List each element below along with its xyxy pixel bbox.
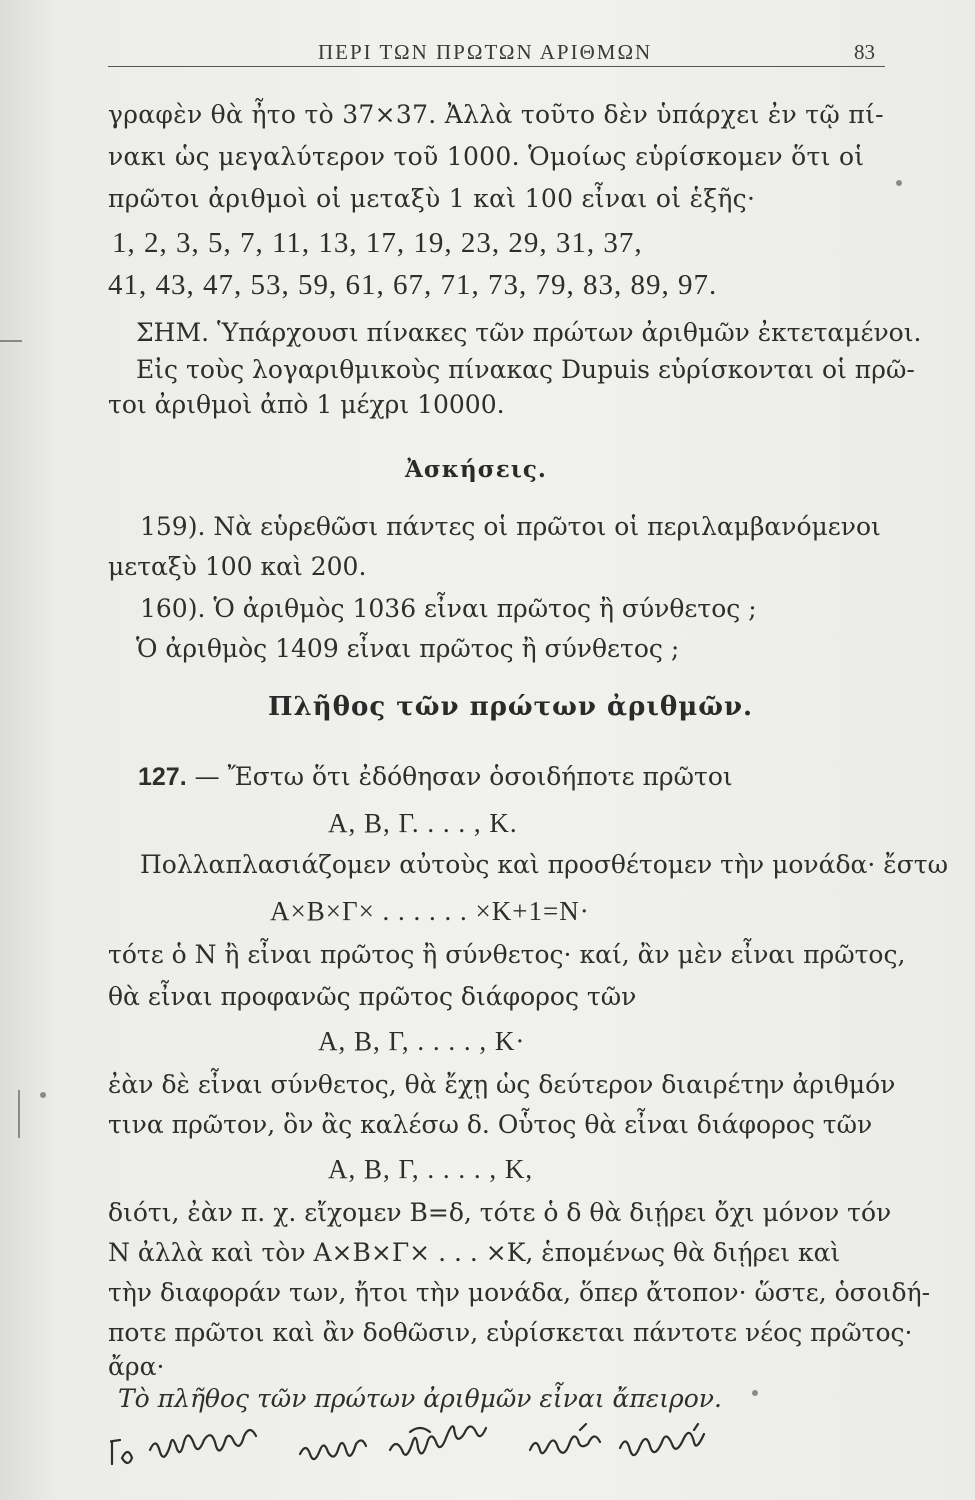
paragraph-127-line-11: ἄρα· — [108, 1352, 165, 1381]
paragraph-127-line-7: διότι, ἐὰν π. χ. εἴχομεν Β=δ, τότε ὁ δ θὰ διῄρει ὄχι μόνον τόν — [108, 1198, 892, 1227]
ink-speck — [896, 180, 902, 186]
exercises-heading: Ἀσκήσεις. — [405, 456, 547, 483]
paragraph-127-line-1 — [138, 762, 733, 792]
paragraph-number: 127. — [138, 763, 187, 791]
ink-speck — [752, 1390, 758, 1396]
paragraph-127-line-9: τὴν διαφοράν των, ἤτοι τὴν μονάδα, ὅπερ ἄτοπον· ὥστε, ὁσοιδή- — [108, 1278, 931, 1307]
exercise-160-line-1: 160). Ὁ ἀριθμὸς 1036 εἶναι πρῶτος ἢ σύνθετος ; — [140, 594, 757, 623]
note-line-1: ΣΗΜ. Ὑπάρχουσι πίνακες τῶν πρώτων ἀριθμῶν ἐκτεταμένοι. — [136, 318, 922, 347]
exercise-160-line-2: Ὁ ἀριθμὸς 1409 εἶναι πρῶτος ἢ σύνθετος ; — [136, 634, 680, 663]
product-formula: Α×Β×Γ× . . . . . . ×Κ+1=Ν· — [270, 896, 590, 926]
section-heading: Πλῆθος τῶν πρώτων ἀριθμῶν. — [268, 692, 754, 722]
primes-letters-list-1: Α, Β, Γ. . . . , Κ. — [328, 808, 518, 838]
exercise-159-line-1: 159). Νὰ εὑρεθῶσι πάντες οἱ πρῶτοι οἱ περιλαμβανόμενοι — [140, 512, 881, 541]
primes-letters-list-3: Α, Β, Γ, . . . . , Κ, — [328, 1154, 534, 1184]
ink-speck — [40, 1092, 46, 1098]
paragraph-127-line-2: Πολλαπλασιάζομεν αὐτοὺς καὶ προσθέτομεν τὴν μονάδα· ἔστω — [140, 850, 948, 879]
paragraph-127-line-4: θὰ εἶναι προφανῶς πρῶτος διάφορος τῶν — [108, 982, 637, 1011]
primes-list-row-2: 41, 43, 47, 53, 59, 61, 67, 71, 73, 79, 83, 89, 97. — [108, 269, 718, 301]
margin-mark — [18, 1090, 20, 1138]
text-line-1: γραφὲν θὰ ἦτο τὸ 37×37. Ἀλλὰ τοῦτο δὲν ὑπάρχει ἐν τῷ πί- — [108, 100, 884, 129]
paragraph-127-line-10: ποτε πρῶτοι καὶ ἂν δοθῶσιν, εὑρίσκεται πάντοτε νέος πρῶτος· — [108, 1318, 913, 1347]
note-line-2: Εἰς τοὺς λογαριθμικοὺς πίνακας Dupuis εὑρίσκονται οἱ πρῶ- — [136, 355, 915, 384]
handwritten-annotation — [110, 1420, 760, 1480]
primes-letters-list-2: Α, Β, Γ, . . . . , Κ· — [318, 1026, 526, 1056]
primes-list-row-1: 1, 2, 3, 5, 7, 11, 13, 17, 19, 23, 29, 31, 37, — [112, 227, 643, 259]
conclusion-statement: Τὸ πλῆθος τῶν πρώτων ἀριθμῶν εἶναι ἄπειρον. — [118, 1384, 722, 1413]
paragraph-127-line-8: Ν ἀλλὰ καὶ τὸν Α×Β×Γ× . . . ×Κ, ἑπομένως θὰ διῄρει καὶ — [108, 1238, 841, 1267]
margin-mark — [0, 340, 22, 342]
text-line-2: νακι ὡς μεγαλύτερον τοῦ 1000. Ὁμοίως εὑρίσκομεν ὅτι οἱ — [108, 142, 865, 171]
page-number: 83 — [854, 40, 875, 64]
paragraph-127-line-3: τότε ὁ Ν ἢ εἶναι πρῶτος ἢ σύνθετος· καί, ἂν μὲν εἶναι πρῶτος, — [108, 940, 906, 969]
paragraph-127-line-6: τινα πρῶτον, ὃν ἂς καλέσω δ. Οὗτος θὰ εἶναι διάφορος τῶν — [108, 1110, 873, 1139]
note-line-3: τοι ἀριθμοὶ ἀπὸ 1 μέχρι 10000. — [108, 390, 505, 419]
page-header — [108, 36, 885, 67]
running-head: ΠΕΡΙ ΤΩΝ ΠΡΩΤΩΝ ΑΡΙΘΜΩΝ — [318, 40, 653, 64]
text-line-3: πρῶτοι ἀριθμοὶ οἱ μεταξὺ 1 καὶ 100 εἶναι οἱ ἑξῆς· — [108, 184, 756, 213]
paragraph-127-line-5: ἐὰν δὲ εἶναι σύνθετος, θὰ ἔχῃ ὡς δεύτερον διαιρέτην ἀριθμόν — [108, 1070, 896, 1099]
paragraph-127-text: — Ἔστω ὅτι ἐδόθησαν ὁσοιδήποτε πρῶτοι — [194, 762, 733, 791]
exercise-159-line-2: μεταξὺ 100 καὶ 200. — [108, 552, 367, 581]
